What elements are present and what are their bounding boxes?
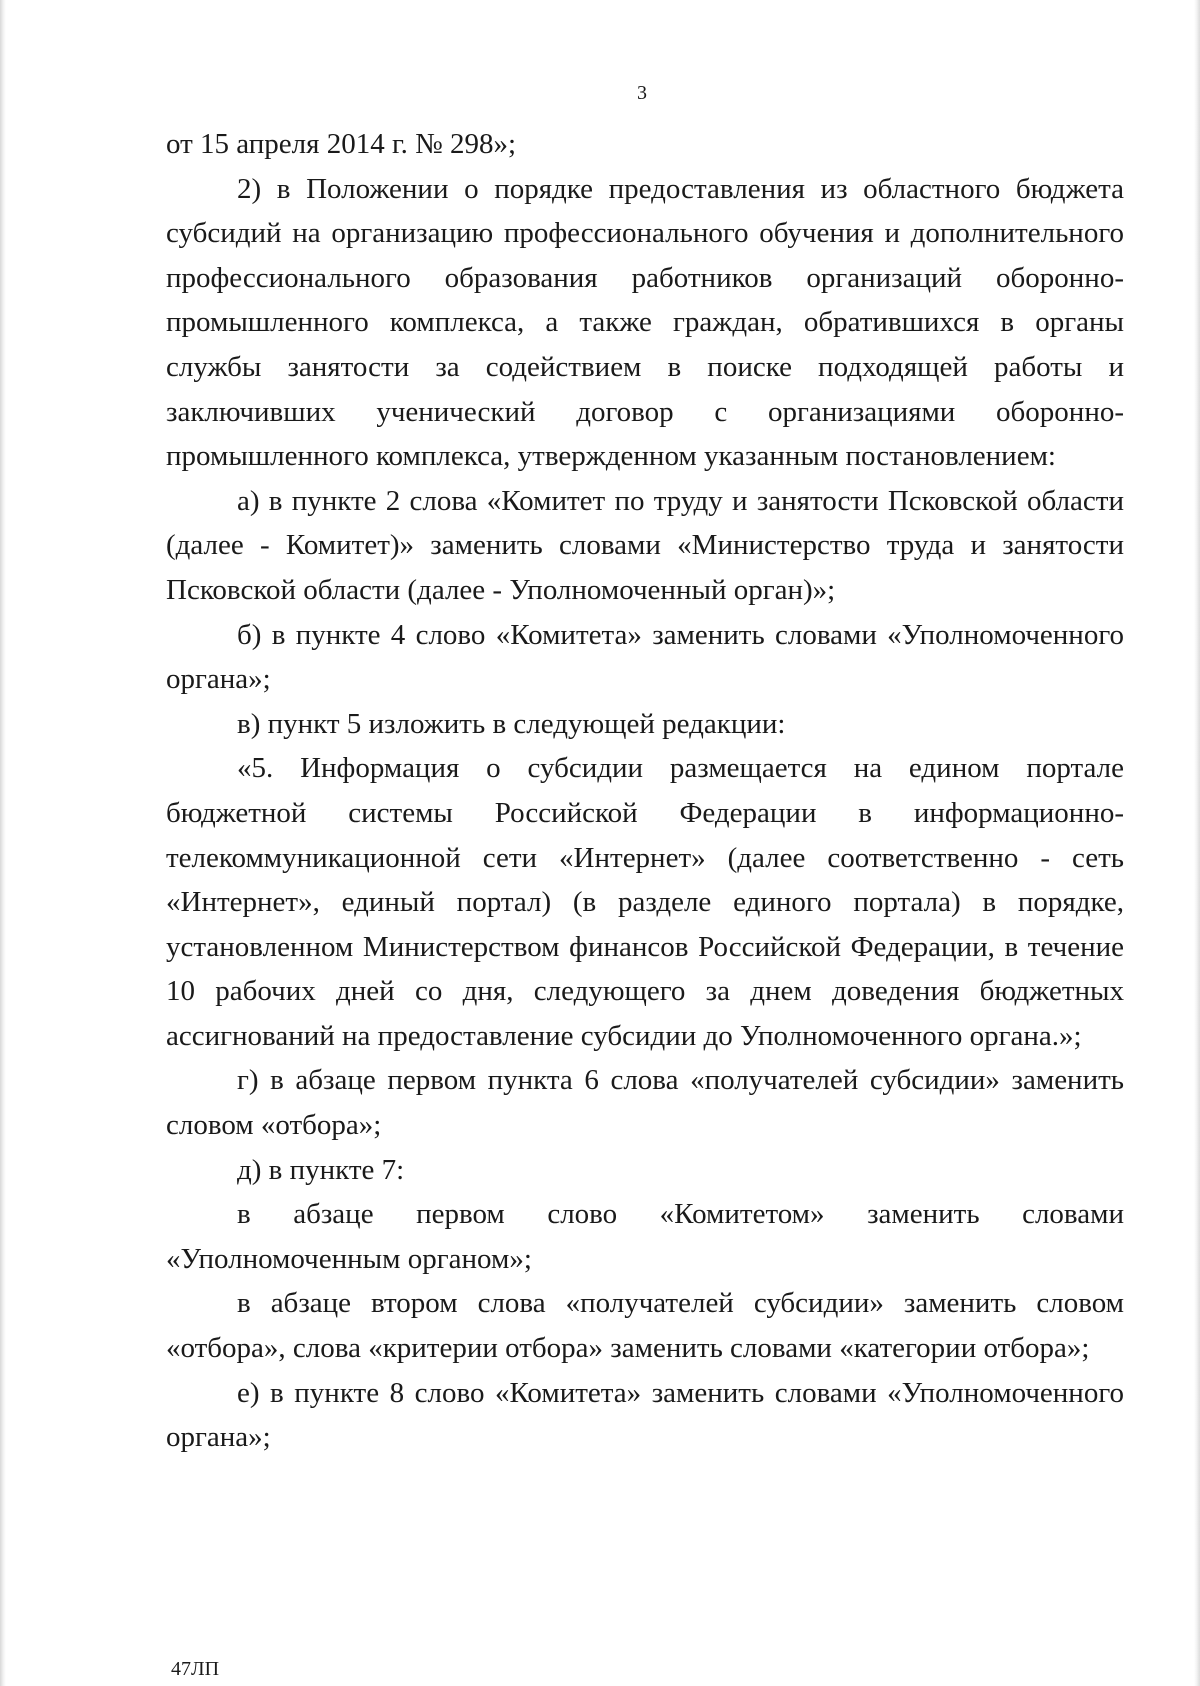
page-number: 3 [637, 82, 647, 104]
paragraph-subitem-b: б) в пункте 4 слово «Комитета» заменить словами «Уполномоченного органа»; [166, 618, 1124, 696]
paragraph-subitem-d: д) в пункте 7: [237, 1153, 405, 1186]
paragraph-point-5-text: «5. Информация о субсидии размещается на едином портале бюджетной системы Российской Федерации в информационно-телекоммуникационной сети «Интернет» (далее соответственно - сеть «Интернет», единый портал) (в разделе единого портала) в порядке, установленном Министерством финансов Российской Федерации, в течение 10 рабочих дней со дня, следующего за днем доведения бюджетных ассигнований на предоставление субсидии до Уполномоченного органа.»; [166, 752, 1124, 1052]
footer-document-code: 47ЛП [171, 1658, 220, 1680]
paragraph-subitem-d-second: в абзаце втором слова «получателей субсидии» заменить словом «отбора», слова «критерии отбора» заменить словами «категории отбора»; [166, 1287, 1124, 1365]
paragraph-subitem-a: а) в пункте 2 слова «Комитет по труду и занятости Псковской области (далее - Комитет)» заменить словами «Министерство труда и занятости Псковской области (далее - Уполномоченный орган)»; [166, 484, 1124, 606]
paragraph-subitem-g: г) в абзаце первом пункта 6 слова «получателей субсидии» заменить словом «отбора»; [166, 1064, 1124, 1142]
paragraph-subitem-d-first: в абзаце первом слово «Комитетом» заменить словами «Уполномоченным органом»; [166, 1198, 1124, 1275]
scan-edge-left [0, 0, 6, 1686]
paragraph-subitem-v: в) пункт 5 изложить в следующей редакции: [237, 707, 786, 740]
scan-edge-right [1194, 0, 1200, 1686]
paragraph-continuation: от 15 апреля 2014 г. № 298»; [166, 128, 517, 160]
paragraph-item-2: 2) в Положении о порядке предоставления из областного бюджета субсидий на организацию профессионального обучения и дополнительного профессионального образования работников организаций оборонно-промышленного комплекса, а также граждан, обратившихся в органы службы занятости за содействием в поиске подходящей работы и заключивших ученический договор с организациями оборонно-промышленного комплекса, утвержденном указанным постановлением: [166, 172, 1124, 473]
document-body [166, 122, 1124, 1460]
paragraph-subitem-e: е) в пункте 8 слово «Комитета» заменить словами «Уполномоченного органа»; [166, 1376, 1124, 1454]
